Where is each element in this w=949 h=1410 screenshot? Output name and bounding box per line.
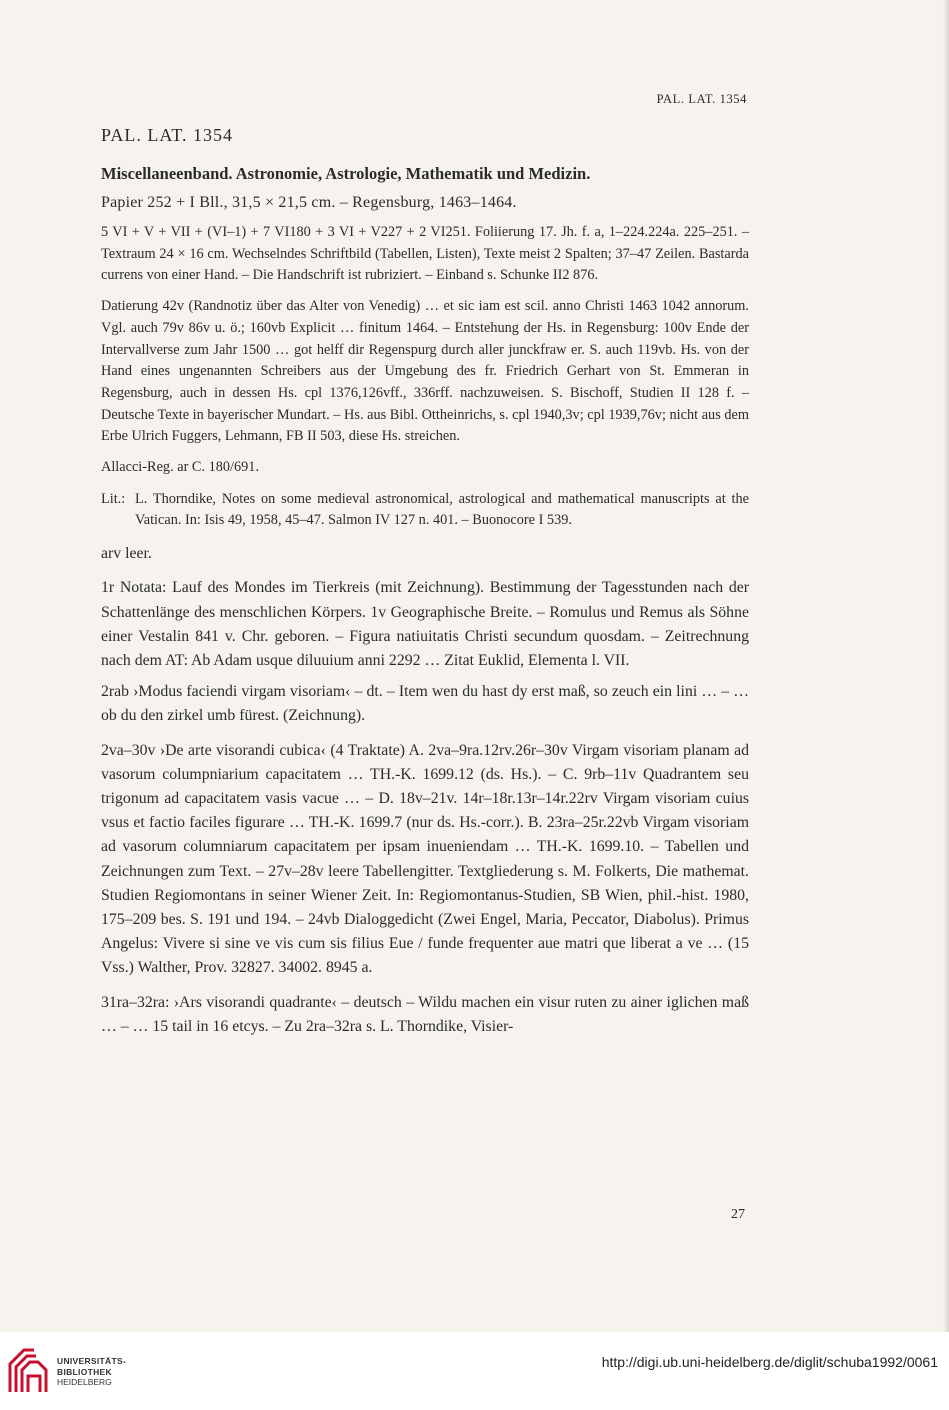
running-head: PAL. LAT. 1354 (656, 92, 747, 106)
collation-paragraph: 5 VI + V + VII + (VI–1) + 7 VI180 + 3 VI + V227 + 2 VI251. Foliierung 17. Jh. f. a, 1–224.224a. 225–251. – Textraum 24 × 16 cm. Wechselndes Schriftbild (Tabellen, Listen), Texte meist 2 Spalten; 37–47 Zeilen. Bastarda currens von einer Hand. – Die Handschrift ist rubriziert. – Einband s. Schunke II2 876. (101, 224, 749, 284)
shelfmark-heading: PAL. LAT. 1354 (101, 125, 234, 145)
entry-2rab: 2rab ›Modus faciendi virgam visoriam‹ – dt. – Item wen du hast dy erst maß, so zeuch ein lini … – … ob du den zirkel umb fürest. (Zeichnung). (101, 683, 749, 725)
library-line-2: BIBLIOTHEK (57, 1366, 112, 1377)
entry-1r: 1r Notata: Lauf des Mondes im Tierkreis (mit Zeichnung). Bestimmung der Tagesstunden nach der Schattenlänge des menschlichen Körpers. 1v Geographische Breite. – Romulus und Remus als Söhne einer Vestalin 841 v. Chr. geboren. – Figura natiuitatis Christi secundum quosdam. – Zeitrechnung nach dem AT: Ab Adam usque diluuium anni 2292 … Zitat Euklid, Elementa l. VII. (101, 579, 749, 669)
dating-paragraph: Datierung 42v (Randnotiz über das Alter von Venedig) … et sic iam est scil. anno Christi 1463 1042 annorum. Vgl. auch 79v 86v u. ö.; 160vb Explicit … finitum 1464. – Entstehung der Hs. in Regensburg: 100v Ende der Intervallverse zum Jahr 1500 … got helff dir Regenspurg durch aller junckfraw er. S. auch 119vb. Hs. von der Hand eines ungenannten Schreibers aus der Umgebung des fr. Friedrich Gerhart von St. Emmeran in Regensburg, auch in dessen Hs. cpl 1376,126vff., 336rff. nachzuweisen. S. Bischoff, Studien II 128 f. – Deutsche Texte in bayerischer Mundart. – Hs. aus Bibl. Ottheinrichs, s. cpl 1940,3v; cpl 1939,76v; nicht aus dem Erbe Ulrich Fuggers, Lehmann, FB II 503, diese Hs. streichen. (101, 298, 749, 445)
library-line-3: HEIDELBERG (57, 1377, 112, 1387)
physical-description: Papier 252 + I Bll., 31,5 × 21,5 cm. – Regensburg, 1463–1464. (101, 194, 517, 211)
literature-label: Lit.: (101, 490, 126, 507)
digitization-footer (0, 1332, 949, 1410)
university-library-logo-icon (6, 1346, 52, 1394)
literature-text: L. Thorndike, Notes on some medieval astronomical, astrological and mathematical manuscripts at the Vatican. In: Isis 49, 1958, 45–47. Salmon IV 127 n. 401. – Buonocore I 539. (135, 490, 749, 529)
library-name (57, 1356, 126, 1388)
allacci-register: Allacci-Reg. ar C. 180/691. (101, 459, 260, 476)
catalog-entry (101, 125, 749, 1046)
entry-title: Miscellaneenband. Astronomie, Astrologie, Mathematik und Medizin. (101, 164, 591, 183)
entry-31ra-32ra: 31ra–32ra: ›Ars visorandi quadrante‹ – deutsch – Wildu machen ein visur ruten zu ainer iglichen maß … – … 15 tail in 16 etcys. – Zu 2ra–32ra s. L. Thorndike, Visier- (101, 993, 749, 1035)
permalink-url[interactable]: http://digi.ub.uni-heidelberg.de/diglit/schuba1992/0061 (601, 1354, 938, 1370)
library-line-1: UNIVERSITÄTS- (57, 1356, 127, 1366)
page-number: 27 (731, 1207, 745, 1222)
entry-2va-30v: 2va–30v ›De arte visorandi cubica‹ (4 Traktate) A. 2va–9ra.12rv.26r–30v Virgam visoriam planam ad vasorum columpniarium capacitatem … TH.-K. 1699.12 (ds. Hs.). – C. 9rb–11v Quadrantem seu trigonum ad capacitatem vasis vacue … – D. 18v–21v. 14r–18r.13r–14r.22rv Virgam visoriam cuius vsus et factio faciles figurare … TH.-K. 1699.7 (nur ds. Hs.-corr.). B. 23ra–25r.22vb Virgam visoriam ad vasorum columniarum capacitatem per ipsam inueniendam … TH.-K. 1699.10. – Tabellen und Zeichnungen zum Text. – 27v–28v leere Tabellengitter. Textgliederung s. M. Folkerts, Die mathemat. Studien Regiomontans in seiner Wiener Zeit. In: Regiomontanus-Studien, SB Wien, phil.-hist. 1980, 175–209 bes. S. 191 und 194. – 24vb Dialoggedicht (Zwei Engel, Maria, Peccator, Diabolus). Primus Angelus: Vivere si sine ve vis cum sis filius Eue / funde frequenter aue matri que liberat a ve … (15 Vss.) Walther, Prov. 32827. 34002. 8945 a. (101, 741, 749, 977)
leer-note: arv leer. (101, 545, 152, 563)
literature-block (101, 489, 749, 532)
